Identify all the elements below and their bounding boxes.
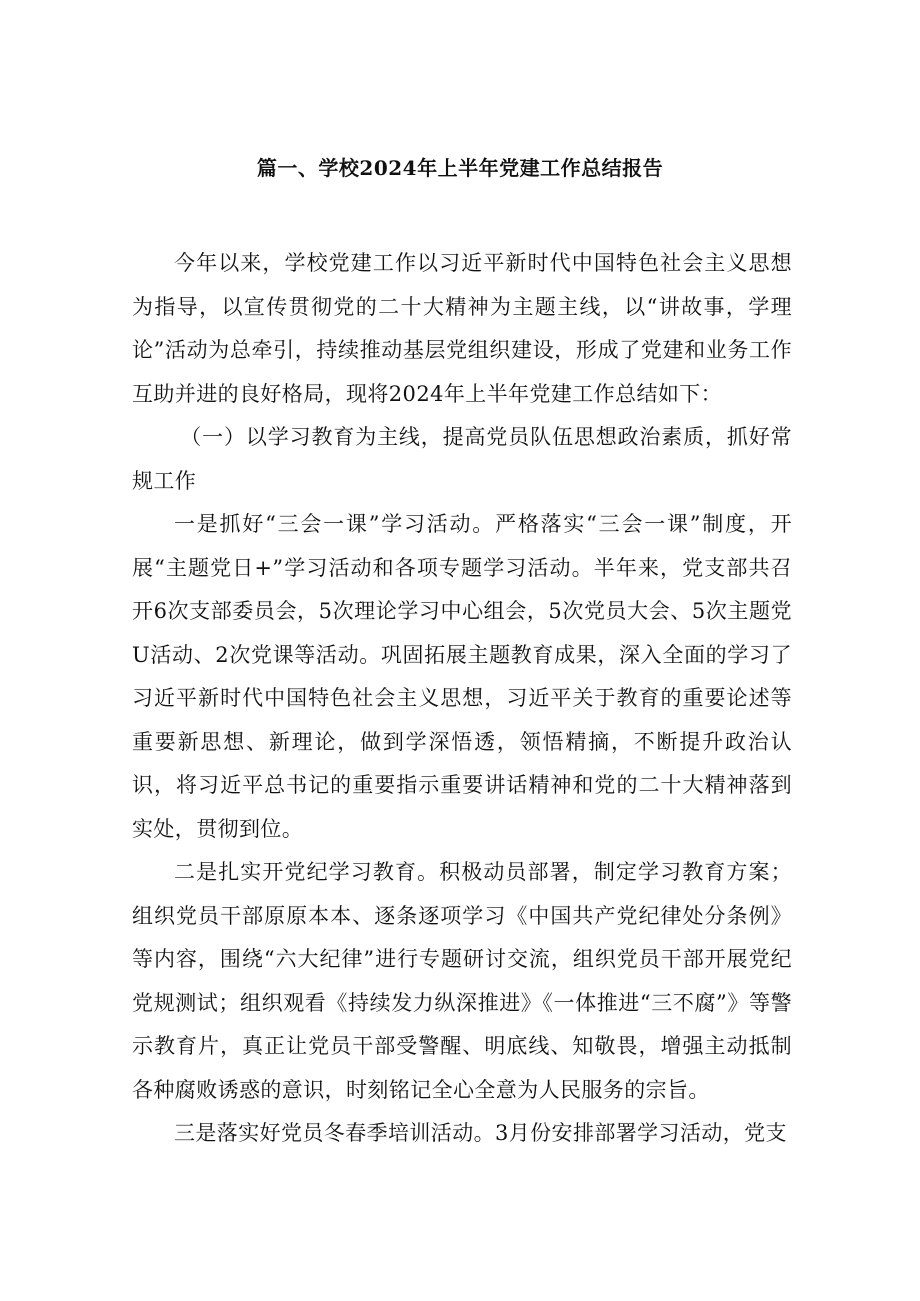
paragraph-2: 二是扎实开党纪学习教育。积极动员部署，制定学习教育方案；组织党员干部原原本本、逐条逐项学习《中国共产党纪律处分条例》等内容，围绕“六大纪律”进行专题研讨交流，组织党员干部开展党纪党规测试；组织观看《持续发力纵深推进》《一体推进“三不腐”》等警示教育片，真正让党员干部受警醒、明底线、知敬畏，增强主动抵制各种腐败诱惑的意识，时刻铭记全心全意为人民服务的宗旨。: [132, 860, 792, 1102]
document-title: 篇一、学校2024年上半年党建工作总结报告: [256, 156, 664, 180]
paragraph-3: 三是落实好党员冬春季培训活动。3月份安排部署学习活动，党支: [174, 1121, 787, 1145]
document-body: [132, 242, 792, 1156]
section-heading-1: （一）以学习教育为主线，提高党员队伍思想政治素质，抓好常规工作: [132, 425, 792, 493]
paragraph-1: 一是抓好“三会一课”学习活动。严格落实“三会一课”制度，开展“主题党日+”学习活动和各项专题学习活动。半年来，党支部共召开6次支部委员会，5次理论学习中心组会，5次党员大会、5次主题党U活动、2次党课等活动。巩固拓展主题教育成果，深入全面的学习了习近平新时代中国特色社会主义思想，习近平关于教育的重要论述等重要新思想、新理论，做到学深悟透，领悟精摘，不断提升政治认识，将习近平总书记的重要指示重要讲话精神和党的二十大精神落到实处，贯彻到位。: [132, 512, 792, 841]
intro-paragraph: 今年以来，学校党建工作以习近平新时代中国特色社会主义思想为指导，以宣传贯彻党的二十大精神为主题主线，以“讲故事，学理论”活动为总牵引，持续推动基层党组织建设，形成了党建和业务工作互助并进的良好格局，现将2024年上半年党建工作总结如下：: [132, 251, 792, 406]
